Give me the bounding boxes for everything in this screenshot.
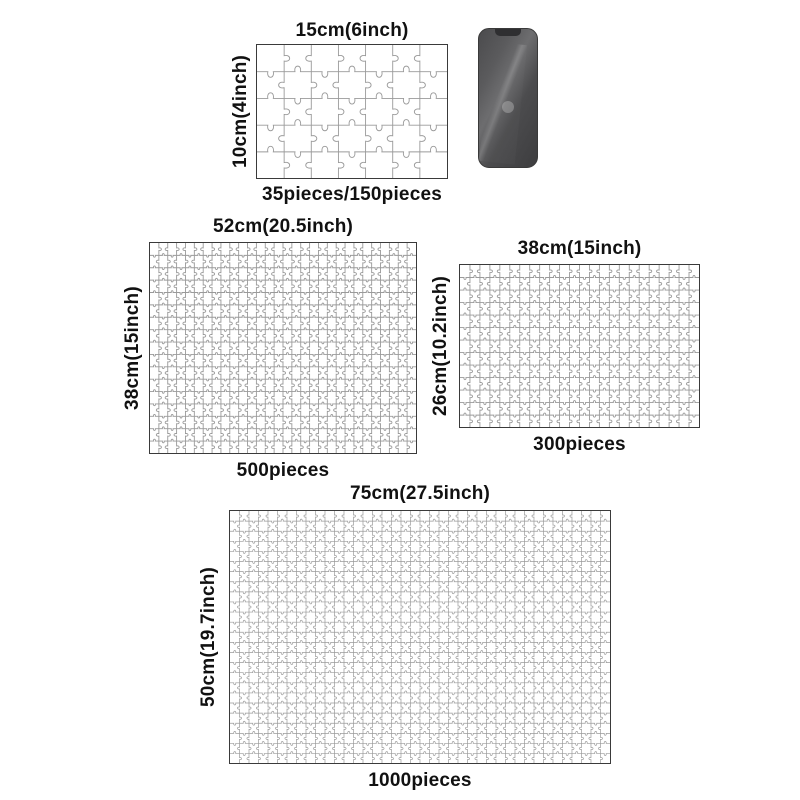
puzzle-piece-count-label: 35pieces/150pieces bbox=[261, 184, 443, 205]
puzzle-piece-count-label: 300pieces bbox=[533, 434, 626, 455]
puzzle-board bbox=[229, 510, 611, 764]
puzzle-piece-pattern bbox=[150, 243, 416, 453]
puzzle-height-label: 50cm(19.7inch) bbox=[198, 566, 219, 708]
puzzle-width-label: 38cm(15inch) bbox=[517, 238, 642, 259]
puzzle-board bbox=[459, 264, 700, 428]
phone-logo-icon bbox=[502, 101, 514, 113]
puzzle-height-label: 26cm(10.2inch) bbox=[430, 275, 451, 417]
puzzle-piece-pattern bbox=[460, 265, 699, 428]
puzzle-piece-count-label: 1000pieces bbox=[368, 770, 472, 791]
puzzle-width-label: 75cm(27.5inch) bbox=[349, 483, 491, 504]
puzzle-board bbox=[256, 44, 448, 179]
puzzle-piece-count-label: 500pieces bbox=[236, 460, 330, 481]
puzzle-board bbox=[149, 242, 417, 454]
puzzle-width-label: 15cm(6inch) bbox=[295, 20, 409, 41]
smartphone-reference bbox=[478, 28, 538, 168]
puzzle-height-label: 10cm(4inch) bbox=[230, 54, 251, 169]
puzzle-width-label: 52cm(20.5inch) bbox=[212, 216, 354, 237]
phone-notch bbox=[495, 29, 521, 36]
puzzle-height-label: 38cm(15inch) bbox=[122, 286, 143, 410]
puzzle-piece-pattern bbox=[257, 45, 447, 179]
puzzle-piece-pattern bbox=[230, 511, 610, 764]
